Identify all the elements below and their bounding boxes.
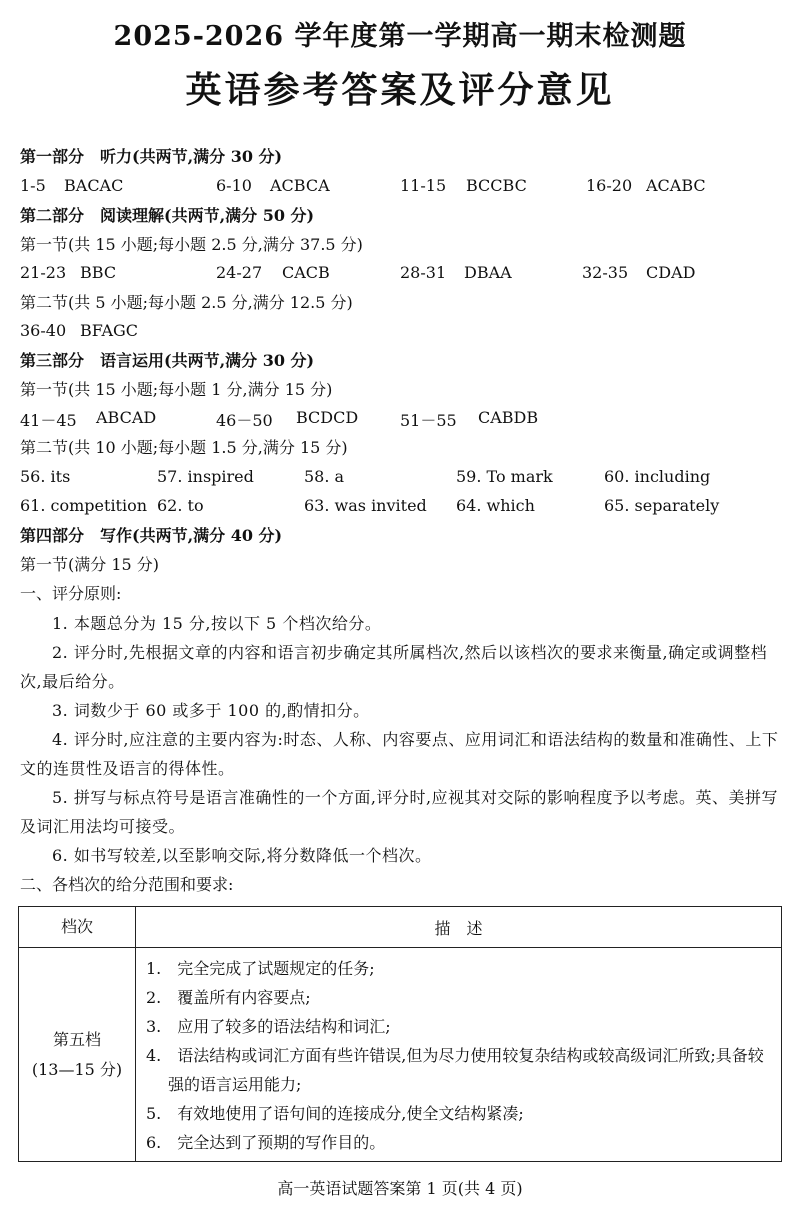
part2-section2: 第二节(共 5 小题;每小题 2.5 分,满分 12.5 分) (20, 293, 353, 312)
fill-answer: 64. which (456, 496, 535, 515)
table-header-row (19, 907, 782, 948)
column-header-description (136, 907, 782, 948)
requirement-item: 2. 覆盖所有内容要点; (146, 988, 311, 1007)
part2-answer-row (20, 263, 780, 285)
grade-name: 第五档 (52, 1029, 101, 1049)
answer-range: 21-23 (20, 263, 67, 282)
part3-heading: 第三部分 语言运用(共两节,满分 30 分) (20, 351, 315, 370)
fill-answer-row (20, 496, 780, 518)
part1-heading: 第一部分 听力(共两节,满分 30 分) (20, 147, 283, 166)
part3-section1: 第一节(共 15 小题;每小题 1 分,满分 15 分) (20, 380, 333, 399)
part4-section1: 第一节(满分 15 分) (20, 555, 160, 574)
requirement-item: 3. 应用了较多的语法结构和词汇; (146, 1017, 391, 1036)
fill-answer: 57. inspired (157, 467, 254, 486)
table-row (19, 948, 782, 1162)
column-header-grade: 档次 (19, 907, 136, 948)
principle-2: 2. 评分时,先根据文章的内容和语言初步确定其所属档次,然后以该档次的要求来衡量,确定或调整档次,最后给分。 (20, 643, 768, 691)
document-subtitle: 英语参考答案及评分意见 (185, 69, 615, 111)
fill-answer: 65. separately (604, 496, 720, 515)
principle-6: 6. 如书写较差,以至影响交际,将分数降低一个档次。 (52, 846, 432, 865)
answer-key: BACAC (64, 176, 124, 195)
answer-key: CABDB (478, 408, 539, 427)
answer-key: DBAA (464, 263, 512, 282)
answer-range: 51－55 (400, 411, 457, 430)
principle-5: 5. 拼写与标点符号是语言准确性的一个方面,评分时,应视其对交际的影响程度予以考虑。英、美拼写及词汇用法均可接受。 (20, 788, 779, 836)
answer-range: 1-5 (20, 176, 46, 195)
answer-range: 36-40 (20, 321, 67, 340)
fill-answer: 60. including (604, 467, 711, 486)
fill-answer: 62. to (157, 496, 204, 515)
answer-range: 11-15 (400, 176, 447, 195)
part2-answer-row-2 (20, 321, 780, 343)
answer-key: ACABC (646, 176, 706, 195)
grading-table (18, 906, 782, 1162)
part2-heading: 第二部分 阅读理解(共两节,满分 50 分) (20, 206, 315, 225)
answer-range: 6-10 (216, 176, 252, 195)
levels-heading: 二、各档次的给分范围和要求: (20, 875, 234, 894)
exam-title: 2025-2026 学年度第一学期高一期末检测题 (113, 21, 687, 52)
fill-answer: 63. was invited (304, 496, 427, 515)
part2-section1: 第一节(共 15 小题;每小题 2.5 分,满分 37.5 分) (20, 235, 363, 254)
answer-range: 46－50 (216, 411, 273, 430)
answer-key: BFAGC (80, 321, 139, 340)
answer-range: 28-31 (400, 263, 447, 282)
part3-section2: 第二节(共 10 小题;每小题 1.5 分,满分 15 分) (20, 438, 348, 457)
part1-answer-row (20, 176, 780, 198)
answer-key: BCDCD (296, 408, 359, 427)
answer-range: 16-20 (586, 176, 633, 195)
answer-range: 24-27 (216, 263, 263, 282)
fill-answer: 61. competition (20, 496, 148, 515)
fill-answer: 59. To mark (456, 467, 553, 486)
answer-key: ABCAD (96, 408, 157, 427)
answer-key: BBC (80, 263, 117, 282)
answer-key: ACBCA (270, 176, 330, 195)
answer-key: CACB (282, 263, 330, 282)
answer-key: BCCBC (466, 176, 527, 195)
principles-heading: 一、评分原则: (20, 584, 122, 603)
answer-range: 41－45 (20, 411, 77, 430)
part3-answer-row (20, 408, 780, 430)
principle-3: 3. 词数少于 60 或多于 100 的,酌情扣分。 (52, 701, 370, 720)
grade-range: (13—15 分) (31, 1059, 123, 1079)
description-header-label: 描 述 (434, 918, 483, 938)
grade-description (136, 948, 782, 1162)
answer-range: 32-35 (582, 263, 629, 282)
page-footer: 高一英语试题答案第 1 页(共 4 页) (277, 1179, 523, 1198)
principle-4: 4. 评分时,应注意的主要内容为:时态、人称、内容要点、应用词汇和语法结构的数量和准确性、上下文的连贯性及语言的得体性。 (20, 730, 779, 778)
requirement-item: 5. 有效地使用了语句间的连接成分,使全文结构紧凑; (146, 1104, 524, 1123)
requirement-item: 4. 语法结构或词汇方面有些许错误,但为尽力使用较复杂结构或较高级词汇所致;具备较强的语言运用能力; (146, 1046, 764, 1094)
answer-key: CDAD (646, 263, 696, 282)
grade-cell (19, 948, 136, 1162)
principle-1: 1. 本题总分为 15 分,按以下 5 个档次给分。 (52, 614, 382, 633)
requirement-item: 1. 完全完成了试题规定的任务; (146, 959, 375, 978)
requirement-item: 6. 完全达到了预期的写作目的。 (146, 1133, 386, 1152)
fill-answer-row (20, 467, 780, 489)
fill-answer: 58. a (304, 467, 345, 486)
part4-heading: 第四部分 写作(共两节,满分 40 分) (20, 526, 283, 545)
fill-answer: 56. its (20, 467, 71, 486)
